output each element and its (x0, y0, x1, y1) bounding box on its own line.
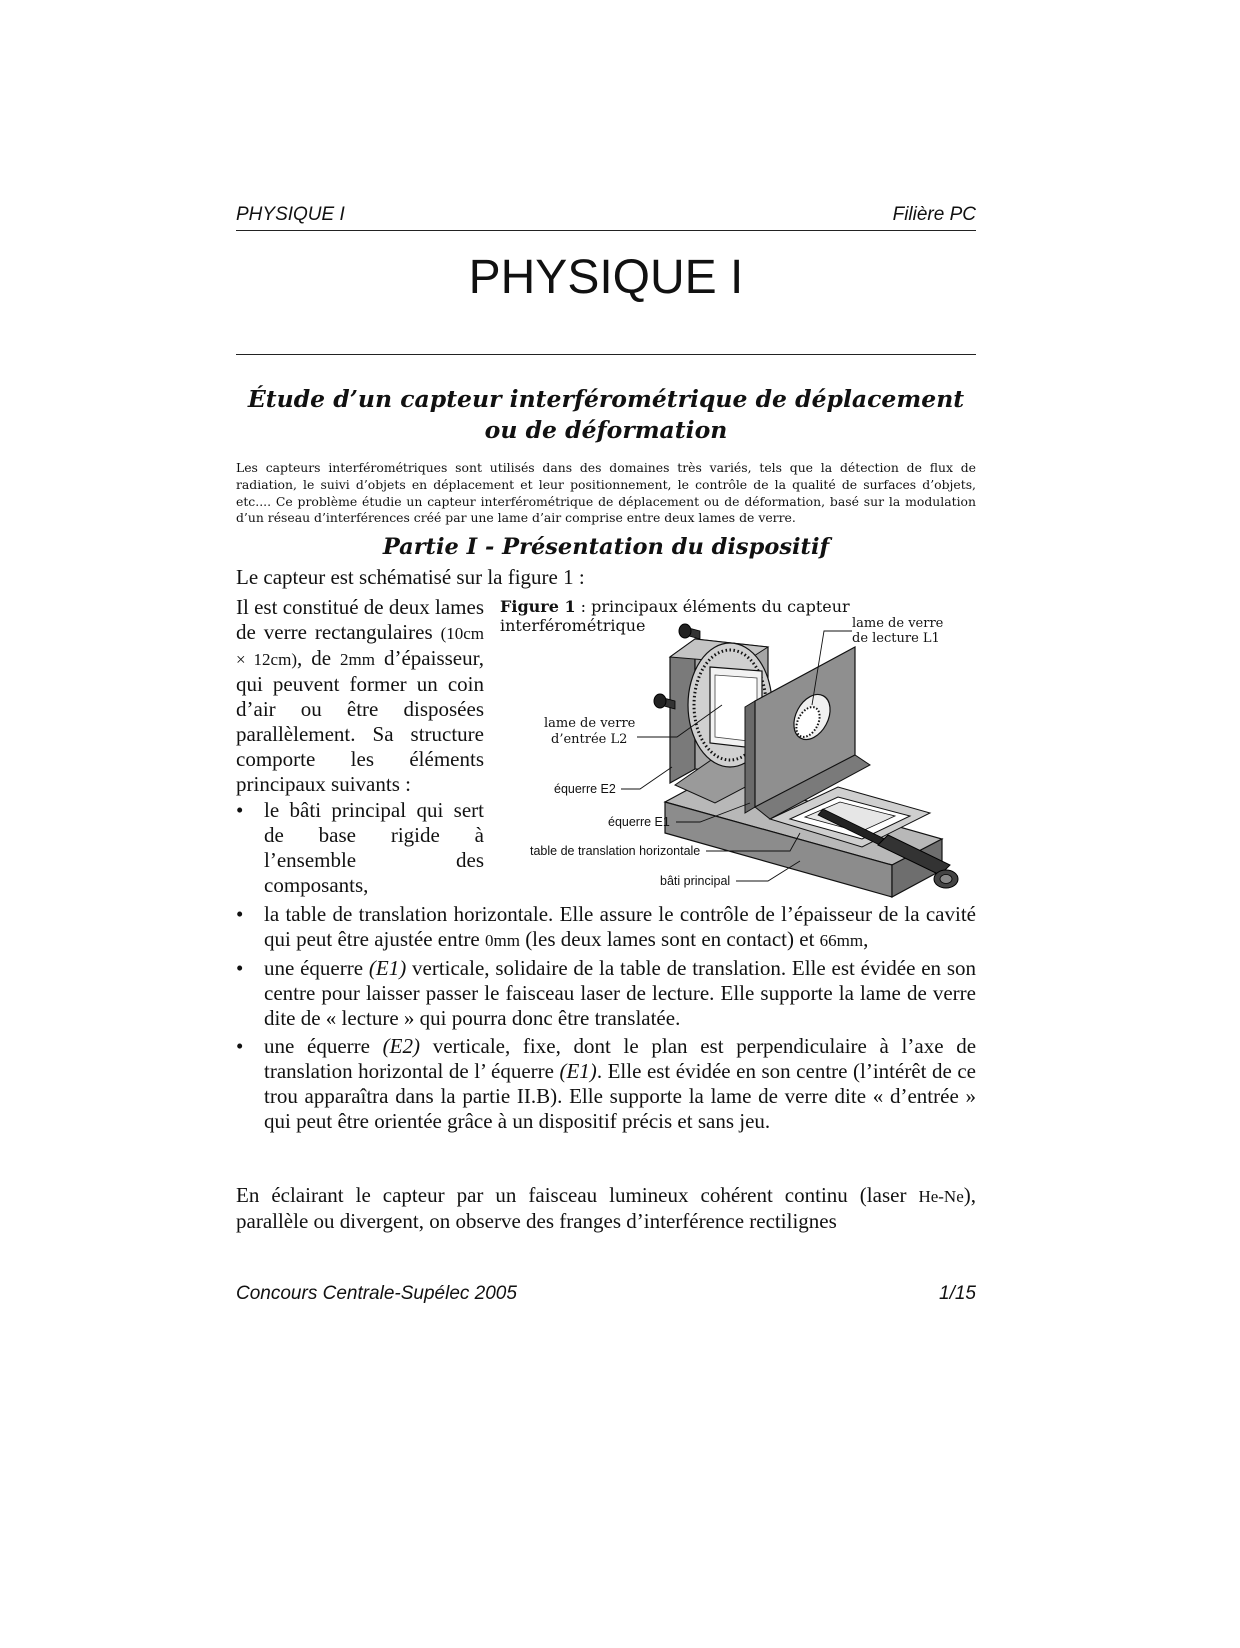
label-l2-line2: d’entrée L2 (551, 732, 628, 747)
page-number: 1/15 (939, 1283, 976, 1304)
bullet-dot: • (236, 902, 244, 926)
symbol-e1: (E1) (559, 1059, 597, 1083)
title-rule (236, 354, 976, 355)
footer-left: Concours Centrale-Supélec 2005 (236, 1283, 517, 1304)
bullet-text: verticale, solidaire de la table de translation. Elle est évidée en son centre pour laisser passer le faisceau laser de lecture. Elle supporte la lame de verre dite de « lecture » qui pourra donc être translatée. (264, 956, 977, 1030)
e1-edge (745, 701, 755, 813)
laser-type: He-Ne (918, 1187, 964, 1206)
bullet-dot: • (236, 798, 244, 822)
bullet-dot: • (236, 956, 244, 980)
desc-text-c: d’épaisseur, qui peuvent former un coin d’air ou être disposées parallèlement. Sa structure comporte les éléments principaux suivants : (236, 646, 485, 796)
figure-1 (500, 597, 978, 927)
page-footer (236, 1283, 976, 1311)
figure-label: Figure 1 (500, 597, 576, 616)
label-e1: équerre E1 (608, 815, 670, 829)
label-bati: bâti principal (660, 874, 731, 888)
label-table: table de translation horizontale (530, 844, 701, 858)
page-title: PHYSIQUE I (468, 251, 744, 304)
symbol-e2: (E2) (382, 1034, 420, 1058)
lead-paragraph: Le capteur est schématisé sur la figure 1 : (236, 565, 585, 589)
label-l2-line1: lame de verre (544, 716, 636, 731)
label-l1-line2: de lecture L1 (852, 631, 940, 646)
page-header (236, 204, 976, 238)
bullet-item-e2 (236, 1034, 976, 1134)
bullet-list-top (236, 798, 484, 898)
label-l1-line1: lame de verre (852, 616, 944, 631)
bullet-dot: • (236, 1034, 244, 1058)
bullet-item-e1 (236, 956, 976, 1031)
closing-text-b: ), parallèle ou divergent, on observe des franges d’interférence rectilignes (236, 1183, 977, 1233)
intro-paragraph: Les capteurs interférométriques sont utilisés dans des domaines très variés, tels que la détection de flux de radiation, le suivi d’objets en déplacement et leur positionnement, le contrôle de la qualité de surfaces d’objets, etc.... Ce problème étudie un capteur interférométrique de déplacement ou de déformation, basé sur la modulation d’un réseau d’interférences créé par une lame d’air comprise entre deux lames de verre. (236, 460, 976, 526)
header-left: PHYSIQUE I (236, 204, 345, 225)
bullet-text: , (863, 927, 869, 951)
desc-text-b: , de (297, 646, 332, 670)
symbol-e1: (E1) (368, 956, 407, 980)
knob-top-icon (679, 624, 691, 638)
closing-text-a: En éclairant le capteur par un faisceau lumineux cohérent continu (laser (236, 1183, 907, 1207)
bullet-text: une équerre (264, 956, 364, 980)
bullet-text: la table de translation horizontale. Elle assure le contrôle de l’épaisseur de la cavité qui peut être ajustée entre (264, 902, 976, 951)
header-rule (236, 230, 976, 231)
header-right: Filière PC (892, 204, 976, 225)
bullet-text: une équerre (264, 1034, 370, 1058)
capteur-diagram (500, 597, 978, 927)
bullet-text: . Elle est évidée en son centre (l’intérêt de ce trou apparaîtra dans la partie II.B). Elle supporte la lame de verre dite « d’entrée » qui peut être orientée grâce à un dispositif précis et sans jeu. (264, 1059, 976, 1133)
subject-title: Étude d’un capteur interférométrique de déplacement ou de déformation (247, 385, 965, 444)
bullet-text: verticale, fixe, dont le plan est perpendiculaire à l’axe de translation horizontal de l’ équerre (264, 1034, 977, 1083)
closing-paragraph (236, 1183, 976, 1234)
knob-front-cap (940, 875, 952, 884)
label-e2: équerre E2 (554, 782, 616, 796)
bullet-text: le bâti principal qui sert de base rigide à l’ensemble des composants, (264, 798, 484, 897)
bullet-text: (les deux lames sont en contact) et (525, 927, 815, 951)
desc-text-a: Il est constitué de deux lames de verre rectangulaires (236, 595, 484, 644)
knob-mid-icon (654, 694, 666, 708)
figure-caption-text: : principaux éléments du capteur interférométrique (500, 597, 850, 635)
leader-e2 (621, 767, 672, 789)
glass-thickness: 2mm (340, 650, 375, 669)
bullet-list-bottom (236, 902, 976, 1134)
part-title: Partie I - Présentation du dispositif (382, 534, 830, 560)
glass-dimensions: (10cm × 12cm) (236, 624, 485, 669)
min-gap: 0mm (484, 931, 520, 950)
bullet-item-bati (236, 798, 484, 898)
max-gap: 66mm (819, 931, 864, 950)
description-paragraph (236, 595, 484, 797)
